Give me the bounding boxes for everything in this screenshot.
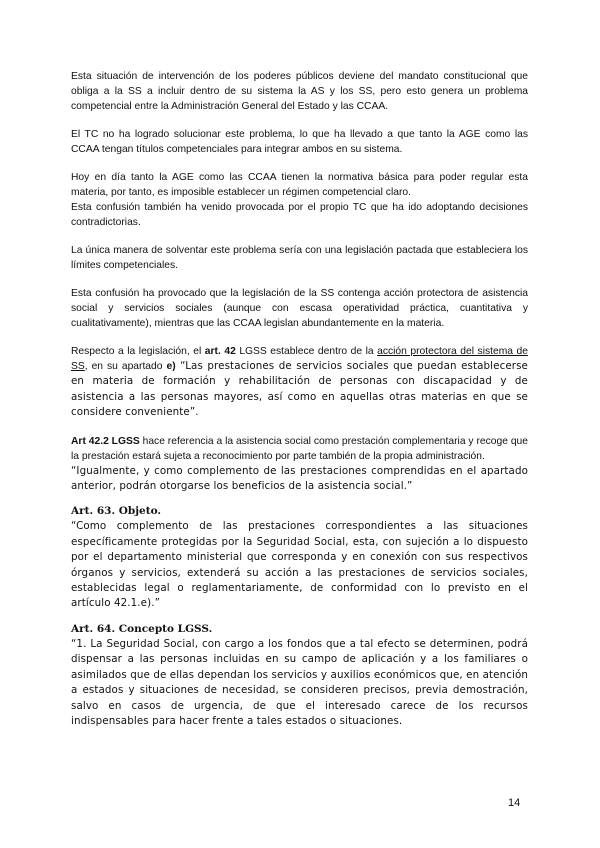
paragraph-art42-2 [71,434,528,464]
paragraph-confusion-tc: Esta confusión también ha venido provocada por el propio TC que ha ido adoptando decisiones contradictorias. [71,202,528,228]
quoted-text: “Las prestaciones de servicios sociales que puedan establecerse en materia de formación y rehabilitación de personas con discapacidad y de asistencia a las personas mayores, así como en aquellas otras materias en que se considere conveniente”. [71,360,528,419]
text-run: LGSS establece dentro de la [235,346,378,357]
paragraph-normativa: Hoy en día tanto la AGE como las CCAA tienen la normativa básica para poder regular esta materia, por tanto, es imposible establecer un régimen competencial claro. [71,172,528,198]
text-run: , en su apartado [84,361,167,372]
quote-art42-2: “Igualmente, y como complemento de las prestaciones comprendidas en el apartado anterior, podrán otorgarse los beneficios de la asistencia social.” [71,464,528,493]
article-ref: Art 42.2 LGSS [71,435,140,447]
heading-art64: Art. 64. Concepto LGSS. [71,622,213,635]
text-run: Respecto a la legislación, el [71,346,205,357]
paragraph-art42 [71,344,528,421]
paragraph-legislacion-ss: Esta confusión ha provocado que la legislación de la SS contenga acción protectora de asistencia social y servicios sociales (aunque con escasa operatividad práctica, cuantitativa y cualitativamente), mientras que las CCAA legislan abundantemente en la materia. [71,288,528,329]
text-run: hace referencia a la asistencia social como prestación complementaria y recoge que la prestación estará sujeta a reconocimiento por parte también de la propia administración. [71,435,529,462]
quote-art64: “1. La Seguridad Social, con cargo a los fondos que a tal efecto se determinen, podrá dispensar a las personas incluidas en su campo de aplicación y a los familiares o asimilados que de ellas dependan los servicios y auxilios económicos que, en atención a estados y situaciones de necesidad, se consideren precisos, previa demostración, salvo en casos de urgencia, de que el interesado carece de los recursos indispensables para hacer frente a tales estados o situaciones. [71,637,528,727]
underlined-term: acción protectora del sistema de SS [71,346,528,372]
section-ref: e) [166,361,176,372]
quote-art63: “Como complemento de las prestaciones correspondientes a las situaciones específicamente protegidas por la Seguridad Social, esta, con sujeción a lo dispuesto por el departamento ministerial que corresponda y en conexión con sus respectivos órganos y servicios, extenderá su acción a las prestaciones de servicios sociales, establecidas legal o reglamentariamente, de conformidad con lo previsto en el artículo 42.1.e).” [71,520,528,610]
article-ref: art. 42 [204,346,236,357]
paragraph-solucion: La única manera de solventar este problema sería con una legislación pactada que estableciera los límites competenciales. [71,245,528,271]
page-content [71,69,528,729]
paragraph-tc: El TC no ha logrado solucionar este problema, lo que ha llevado a que tanto la AGE como las CCAA tengan títulos competenciales para integrar ambos en su sistema. [71,129,528,155]
paragraph-mandato: Esta situación de intervención de los poderes públicos deviene del mandato constitucional que obliga a la SS a incluir dentro de su sistema la AS y los SS, pero esto genera un problema competencial entre la Administración General del Estado y las CCAA. [71,71,528,112]
heading-art63: Art. 63. Objeto. [71,505,162,518]
page-number: 14 [508,797,521,809]
